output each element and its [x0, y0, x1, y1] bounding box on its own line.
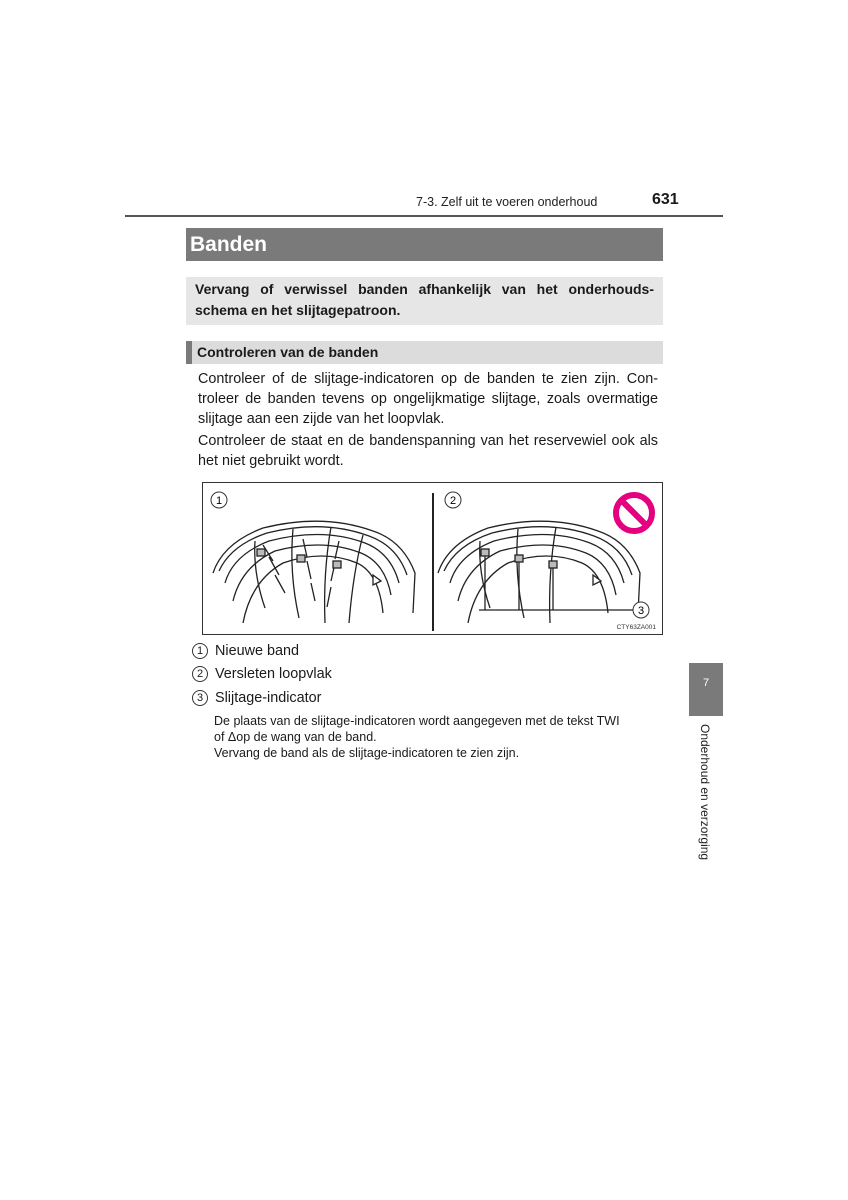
note-line-2: of Δop de wang van de band. — [214, 730, 377, 744]
worn-tire-drawing — [438, 521, 640, 623]
legend-text-3: Slijtage-indicator — [215, 690, 322, 706]
label-2-icon — [445, 492, 461, 508]
tire-figure — [202, 482, 663, 635]
new-tire-drawing — [213, 521, 415, 623]
section-subheading: Controleren van de banden — [186, 341, 663, 364]
legend-text-1: Nieuwe band — [215, 643, 300, 659]
paragraph-wear-indicators: Controleer of de slijtage-indicatoren op de banden te zien zijn. Con-troleer de banden tevens op ongelijkmatige slijtage, zoals overmatige slijtage aan een zijde van het loopvlak. — [198, 371, 658, 427]
legend-number-3: 3 — [192, 690, 208, 706]
tire-illustration — [203, 483, 664, 636]
header-divider — [125, 215, 723, 217]
figure-label-1: 1 — [215, 495, 223, 507]
wear-indicator-note — [214, 713, 660, 761]
page-number: 631 — [652, 191, 679, 208]
legend-item-1 — [192, 641, 299, 661]
chapter-tab: 7 — [689, 663, 723, 716]
paragraph-spare-wheel: Controleer de staat en de bandenspanning van het reservewiel ook als het niet gebruikt wordt. — [198, 433, 658, 469]
legend-item-3 — [192, 688, 321, 708]
header-section-title: 7-3. Zelf uit te voeren onderhoud — [416, 195, 598, 209]
legend-item-2 — [192, 664, 332, 684]
note-line-3: Vervang de band als de slijtage-indicatoren te zien zijn. — [214, 746, 520, 760]
figure-label-2: 2 — [449, 495, 457, 507]
label-3-icon — [633, 602, 649, 618]
chapter-label: Onderhoud en verzorging — [698, 724, 712, 861]
no-entry-icon — [616, 495, 652, 531]
figure-label-3: 3 — [637, 605, 645, 617]
label-1-icon — [211, 492, 227, 508]
legend-number-2: 2 — [192, 666, 208, 682]
page-title: Banden — [186, 228, 663, 261]
legend-number-1: 1 — [192, 643, 208, 659]
legend-text-2: Versleten loopvlak — [215, 666, 332, 682]
figure-code: CTY63ZA001 — [616, 624, 656, 631]
summary-box: Vervang of verwissel banden afhankelijk van het onderhouds-schema en het slijtagepatroon. — [186, 277, 663, 325]
note-line-1: De plaats van de slijtage-indicatoren wordt aangegeven met de tekst TWI — [214, 714, 620, 728]
